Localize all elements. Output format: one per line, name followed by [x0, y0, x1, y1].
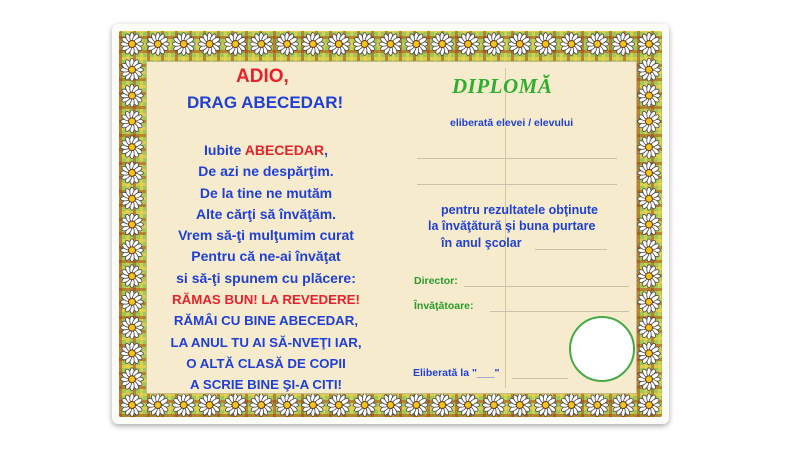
poem — [150, 140, 382, 396]
flower-ornament — [121, 213, 144, 236]
poem-line: O ALTĂ CLASĂ DE COPII — [186, 355, 346, 371]
flower-ornament — [431, 394, 454, 417]
name-line-2 — [417, 184, 617, 185]
flower-ornament — [198, 394, 221, 417]
issued-at-label: Eliberată la "___" — [413, 367, 500, 379]
flower-ornament — [586, 394, 609, 417]
flower-ornament — [534, 33, 557, 56]
poem-line: Iubite ABECEDAR, — [204, 142, 328, 158]
flower-ornament — [405, 33, 428, 56]
issued-at-line — [512, 378, 568, 379]
flower-ornament — [121, 162, 144, 185]
flower-ornament — [146, 33, 169, 56]
flower-ornament — [638, 187, 661, 210]
flower-ornament — [121, 368, 144, 391]
flower-ornament — [172, 33, 195, 56]
flower-ornament — [483, 33, 506, 56]
flower-ornament — [121, 187, 144, 210]
flower-ornament — [638, 316, 661, 339]
reason-line2: la învăţătură şi buna purtare — [428, 219, 596, 233]
flower-ornament — [638, 213, 661, 236]
flower-ornament — [638, 394, 661, 417]
flower-ornament — [379, 394, 402, 417]
flower-ornament — [250, 394, 273, 417]
name-line-1 — [417, 158, 617, 159]
flower-ornament — [121, 342, 144, 365]
flower-ornament — [353, 33, 376, 56]
flower-ornament — [612, 394, 635, 417]
flower-ornament — [457, 33, 480, 56]
flower-ornament — [276, 394, 299, 417]
flower-ornament — [431, 33, 454, 56]
flower-ornament — [121, 33, 144, 56]
flower-ornament — [534, 394, 557, 417]
flower-ornament — [172, 394, 195, 417]
left-title-line2: DRAG ABECEDAR! — [187, 93, 344, 112]
flower-ornament — [276, 33, 299, 56]
flower-ornament — [483, 394, 506, 417]
flower-ornament — [586, 33, 609, 56]
flower-ornament — [121, 136, 144, 159]
flower-ornament — [638, 368, 661, 391]
teacher-signature-line — [490, 311, 629, 312]
flower-ornament — [560, 394, 583, 417]
flower-ornament — [638, 265, 661, 288]
stamp-circle — [569, 316, 635, 382]
flower-ornament — [121, 290, 144, 313]
flower-ornament — [405, 394, 428, 417]
left-title-line1: ADIO, — [236, 66, 289, 87]
flower-ornament — [560, 33, 583, 56]
flower-ornament — [353, 394, 376, 417]
poem-line: Pentru că ne-ai învăţat — [191, 248, 341, 265]
flower-ornament — [638, 239, 661, 262]
poem-highlight: ABECEDAR — [244, 142, 325, 158]
poem-line: si să-ţi spunem cu plăcere: — [176, 269, 356, 286]
reason-line1: pentru rezultatele obţinute — [441, 203, 598, 217]
flower-ornament — [198, 33, 221, 56]
flower-ornament — [121, 316, 144, 339]
flower-ornament — [638, 161, 661, 184]
flower-ornament — [224, 394, 247, 417]
flower-ornament — [638, 110, 661, 133]
flower-ornament — [379, 33, 402, 56]
flower-ornament — [121, 84, 144, 107]
flower-ornament — [121, 239, 144, 262]
flower-ornament — [638, 290, 661, 313]
flower-ornament — [224, 33, 247, 56]
flower-ornament — [121, 265, 144, 288]
flower-ornament — [638, 84, 661, 107]
director-label: Director: — [414, 275, 458, 287]
flower-ornament — [638, 136, 661, 159]
flower-ornament — [327, 33, 350, 56]
flower-ornament — [121, 394, 144, 417]
poem-line: A SCRIE BINE ŞI-A CITI! — [190, 377, 342, 393]
poem-line: RĂMÂI CU BINE ABECEDAR, — [173, 313, 359, 329]
school-year-line — [535, 249, 607, 250]
flower-ornament — [250, 33, 273, 56]
flower-ornament — [638, 342, 661, 365]
diploma-title: DIPLOMĂ — [452, 74, 553, 98]
flower-ornament — [327, 394, 350, 417]
issued-to-label: eliberată elevei / elevului — [450, 117, 574, 129]
director-signature-line — [464, 286, 629, 287]
poem-line-farewell: RĂMAS BUN! LA REVEDERE! — [172, 292, 360, 308]
poem-line: Alte cărţi să învăţăm. — [195, 205, 337, 222]
flower-ornament — [638, 58, 661, 81]
poem-line: De azi ne despărţim. — [198, 163, 334, 180]
teacher-label: Învăţătoare: — [414, 300, 474, 312]
flower-ornament — [638, 33, 661, 56]
reason-line3: în anul şcolar — [441, 236, 522, 250]
flower-ornament — [508, 394, 531, 417]
flower-ornament — [121, 110, 144, 133]
flower-ornament — [121, 58, 144, 81]
poem-line: De la tine ne mutăm — [199, 184, 333, 201]
flower-ornament — [612, 33, 635, 56]
flower-ornament — [302, 394, 325, 417]
poem-line: LA ANUL TU AI SĂ-NVEŢI IAR, — [170, 334, 362, 350]
flower-ornament — [508, 33, 531, 56]
poem-line: Vrem să-ţi mulţumim curat — [178, 227, 354, 244]
flower-ornament — [302, 33, 325, 56]
flower-ornament — [457, 394, 480, 417]
flower-ornament — [146, 394, 169, 417]
